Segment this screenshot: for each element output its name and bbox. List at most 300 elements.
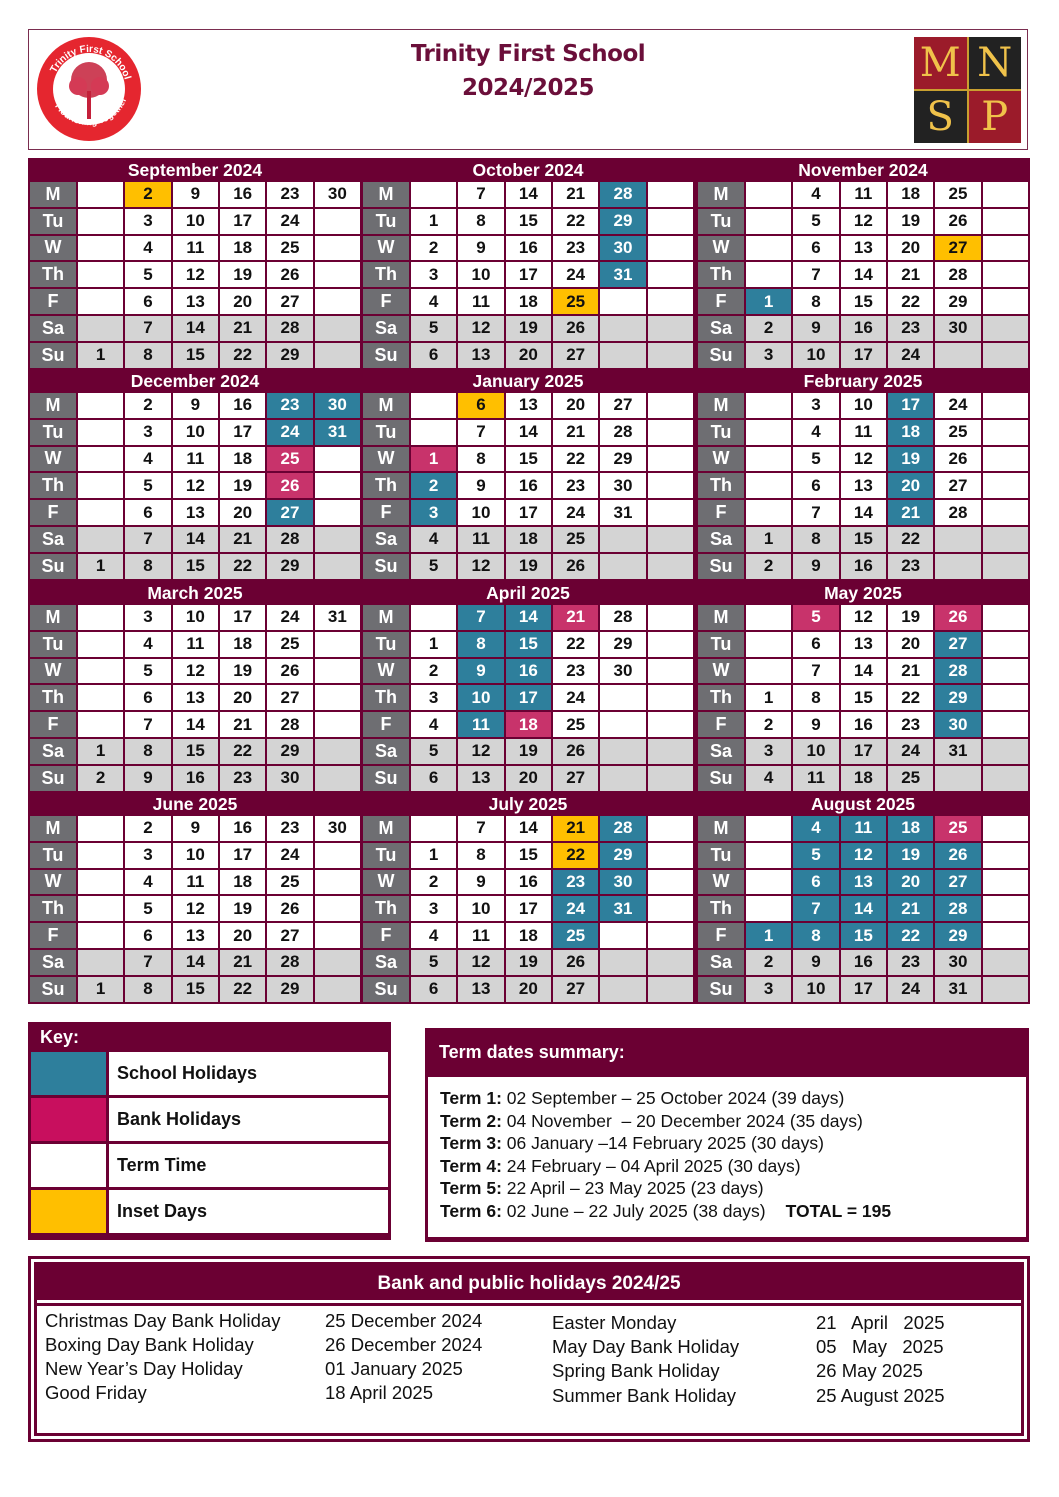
day-cell: 24 xyxy=(888,343,933,368)
day-cell: 30 xyxy=(935,712,980,737)
weekday-label: Tu xyxy=(698,843,744,868)
empty-day-cell xyxy=(78,420,123,445)
weekday-label: Su xyxy=(30,554,76,579)
empty-day-cell xyxy=(315,950,360,975)
empty-day-cell xyxy=(983,393,1028,418)
weekday-label: Sa xyxy=(698,950,744,975)
day-cell: 15 xyxy=(506,447,551,472)
day-cell: 6 xyxy=(125,500,170,525)
weekday-label: F xyxy=(698,500,744,525)
day-cell: 11 xyxy=(841,816,886,841)
empty-day-cell xyxy=(411,182,456,207)
day-cell: 26 xyxy=(935,447,980,472)
month-days-grid xyxy=(28,605,362,793)
empty-day-cell xyxy=(78,236,123,261)
day-cell: 11 xyxy=(841,182,886,207)
day-cell: 17 xyxy=(506,500,551,525)
school-name: Trinity First School xyxy=(410,41,646,67)
weekday-label: W xyxy=(698,447,744,472)
month-january-2025 xyxy=(361,369,695,581)
empty-day-cell xyxy=(600,343,645,368)
day-cell: 12 xyxy=(841,447,886,472)
day-cell: 11 xyxy=(173,870,218,895)
month-days-grid xyxy=(28,393,362,581)
day-cell: 23 xyxy=(267,816,312,841)
day-cell: 27 xyxy=(600,393,645,418)
day-cell: 10 xyxy=(173,843,218,868)
day-cell: 5 xyxy=(411,554,456,579)
day-cell: 15 xyxy=(841,685,886,710)
day-cell: 31 xyxy=(600,262,645,287)
empty-day-cell xyxy=(78,816,123,841)
empty-day-cell xyxy=(78,843,123,868)
day-cell: 25 xyxy=(935,816,980,841)
empty-day-cell xyxy=(746,473,791,498)
weekday-label: F xyxy=(363,712,409,737)
day-cell: 10 xyxy=(793,343,838,368)
weekday-label: Sa xyxy=(30,316,76,341)
empty-day-cell xyxy=(315,685,360,710)
bank-holidays-swatch xyxy=(31,1098,106,1141)
empty-day-cell xyxy=(648,685,693,710)
day-cell: 24 xyxy=(553,500,598,525)
empty-day-cell xyxy=(411,393,456,418)
weekday-label: Th xyxy=(698,262,744,287)
terms-title: Term dates summary: xyxy=(439,1042,625,1062)
weekday-label: Su xyxy=(30,343,76,368)
empty-day-cell xyxy=(78,289,123,314)
day-cell: 19 xyxy=(506,950,551,975)
term-dates: 02 September – 25 October 2024 (39 days) xyxy=(501,1088,845,1108)
weekday-label: M xyxy=(698,393,744,418)
day-cell: 16 xyxy=(173,766,218,791)
term-label: Term 5: xyxy=(440,1178,502,1199)
empty-day-cell xyxy=(983,527,1028,552)
empty-day-cell xyxy=(983,343,1028,368)
day-cell: 13 xyxy=(173,923,218,948)
weekday-label: Sa xyxy=(363,527,409,552)
logo-letter: M xyxy=(914,37,967,89)
empty-day-cell xyxy=(983,685,1028,710)
weekday-label: M xyxy=(363,393,409,418)
empty-day-cell xyxy=(78,527,123,552)
day-cell: 4 xyxy=(793,816,838,841)
day-cell: 12 xyxy=(173,473,218,498)
day-cell: 4 xyxy=(411,712,456,737)
day-cell: 4 xyxy=(793,420,838,445)
weekday-label: Sa xyxy=(698,316,744,341)
empty-day-cell xyxy=(983,816,1028,841)
day-cell: 22 xyxy=(553,209,598,234)
day-cell: 26 xyxy=(935,605,980,630)
day-cell: 16 xyxy=(506,659,551,684)
day-cell: 22 xyxy=(220,554,265,579)
day-cell: 14 xyxy=(841,500,886,525)
day-cell: 12 xyxy=(458,950,503,975)
day-cell: 10 xyxy=(793,739,838,764)
day-cell: 5 xyxy=(793,605,838,630)
day-cell: 10 xyxy=(841,393,886,418)
empty-day-cell xyxy=(983,977,1028,1002)
day-cell: 19 xyxy=(220,896,265,921)
empty-day-cell xyxy=(983,420,1028,445)
holiday-name: New Year’s Day Holiday xyxy=(45,1358,243,1379)
month-title: October 2024 xyxy=(472,160,584,180)
weekday-label: Sa xyxy=(30,739,76,764)
empty-day-cell xyxy=(411,420,456,445)
day-cell: 7 xyxy=(793,659,838,684)
day-cell: 31 xyxy=(935,739,980,764)
empty-day-cell xyxy=(746,896,791,921)
day-cell: 8 xyxy=(458,447,503,472)
empty-day-cell xyxy=(600,316,645,341)
day-cell: 18 xyxy=(888,816,933,841)
day-cell: 23 xyxy=(888,712,933,737)
weekday-label: W xyxy=(363,659,409,684)
day-cell: 15 xyxy=(506,209,551,234)
term-dates: 24 February – 04 April 2025 (30 days) xyxy=(501,1155,801,1176)
day-cell: 21 xyxy=(553,182,598,207)
day-cell: 24 xyxy=(267,420,312,445)
holiday-date: 01 January 2025 xyxy=(325,1358,463,1379)
month-april-2025 xyxy=(361,581,695,793)
empty-day-cell xyxy=(983,923,1028,948)
empty-day-cell xyxy=(648,605,693,630)
day-cell: 27 xyxy=(935,632,980,657)
day-cell: 24 xyxy=(553,685,598,710)
weekday-label: Th xyxy=(30,685,76,710)
day-cell: 25 xyxy=(553,712,598,737)
empty-day-cell xyxy=(935,343,980,368)
empty-day-cell xyxy=(648,182,693,207)
holiday-name: May Day Bank Holiday xyxy=(552,1336,740,1357)
term-dates-summary xyxy=(425,1028,1029,1242)
holiday-date: 26 May 2025 xyxy=(816,1360,923,1381)
day-cell: 8 xyxy=(458,843,503,868)
day-cell: 6 xyxy=(125,685,170,710)
empty-day-cell xyxy=(648,896,693,921)
day-cell: 27 xyxy=(553,343,598,368)
empty-day-cell xyxy=(746,182,791,207)
day-cell: 21 xyxy=(220,527,265,552)
day-cell: 10 xyxy=(793,977,838,1002)
day-cell: 18 xyxy=(220,447,265,472)
weekday-label: Tu xyxy=(363,632,409,657)
day-cell: 17 xyxy=(841,739,886,764)
day-cell: 14 xyxy=(506,605,551,630)
day-cell: 29 xyxy=(600,447,645,472)
day-cell: 31 xyxy=(315,605,360,630)
empty-day-cell xyxy=(78,209,123,234)
key-item-term-time xyxy=(31,1144,388,1187)
empty-day-cell xyxy=(78,712,123,737)
empty-day-cell xyxy=(648,923,693,948)
day-cell: 24 xyxy=(267,605,312,630)
month-title: July 2025 xyxy=(488,794,568,814)
day-cell: 16 xyxy=(506,473,551,498)
bank-holidays-inner xyxy=(34,1262,1024,1436)
empty-day-cell xyxy=(983,896,1028,921)
day-cell: 25 xyxy=(553,923,598,948)
day-cell: 4 xyxy=(125,870,170,895)
day-cell: 1 xyxy=(78,343,123,368)
day-cell: 1 xyxy=(78,554,123,579)
empty-day-cell xyxy=(315,712,360,737)
day-cell: 3 xyxy=(793,393,838,418)
month-title: April 2025 xyxy=(486,583,570,603)
logo-letter: S xyxy=(914,91,967,143)
empty-day-cell xyxy=(315,500,360,525)
empty-day-cell xyxy=(315,473,360,498)
day-cell: 14 xyxy=(173,712,218,737)
empty-day-cell xyxy=(983,766,1028,791)
day-cell: 5 xyxy=(411,316,456,341)
day-cell: 23 xyxy=(553,236,598,261)
day-cell: 2 xyxy=(125,816,170,841)
day-cell: 22 xyxy=(553,843,598,868)
weekday-label: Su xyxy=(363,766,409,791)
day-cell: 11 xyxy=(793,766,838,791)
day-cell: 8 xyxy=(793,289,838,314)
day-cell: 20 xyxy=(888,870,933,895)
weekday-label: W xyxy=(698,236,744,261)
weekday-label: Tu xyxy=(30,420,76,445)
weekday-label: F xyxy=(363,500,409,525)
day-cell: 8 xyxy=(125,739,170,764)
weekday-label: Th xyxy=(698,896,744,921)
day-cell: 23 xyxy=(553,659,598,684)
day-cell: 9 xyxy=(458,236,503,261)
day-cell: 14 xyxy=(506,816,551,841)
empty-day-cell xyxy=(600,923,645,948)
day-cell: 4 xyxy=(411,289,456,314)
day-cell: 12 xyxy=(458,554,503,579)
empty-day-cell xyxy=(315,527,360,552)
empty-day-cell xyxy=(983,605,1028,630)
day-cell: 21 xyxy=(220,316,265,341)
day-cell: 26 xyxy=(553,554,598,579)
day-cell: 21 xyxy=(553,605,598,630)
weekday-label: Tu xyxy=(30,632,76,657)
day-cell: 18 xyxy=(888,182,933,207)
holiday-date: 05 May 2025 xyxy=(816,1336,944,1357)
day-cell: 14 xyxy=(173,950,218,975)
day-cell: 16 xyxy=(506,870,551,895)
term-line xyxy=(440,1110,1026,1133)
day-cell: 29 xyxy=(267,977,312,1002)
day-cell: 26 xyxy=(267,896,312,921)
day-cell: 5 xyxy=(793,209,838,234)
day-cell: 7 xyxy=(458,605,503,630)
day-cell: 24 xyxy=(553,896,598,921)
weekday-label: F xyxy=(363,923,409,948)
day-cell: 19 xyxy=(888,447,933,472)
day-cell: 5 xyxy=(793,447,838,472)
empty-day-cell xyxy=(983,209,1028,234)
term-dates: 02 June – 22 July 2025 (38 days) xyxy=(501,1200,766,1221)
empty-day-cell xyxy=(648,447,693,472)
weekday-label: Sa xyxy=(698,739,744,764)
day-cell: 17 xyxy=(220,843,265,868)
day-cell: 26 xyxy=(935,209,980,234)
day-cell: 12 xyxy=(173,659,218,684)
day-cell: 27 xyxy=(267,685,312,710)
day-cell: 30 xyxy=(315,393,360,418)
day-cell: 2 xyxy=(125,393,170,418)
day-cell: 6 xyxy=(793,870,838,895)
day-cell: 4 xyxy=(125,447,170,472)
empty-day-cell xyxy=(648,527,693,552)
day-cell: 4 xyxy=(125,236,170,261)
day-cell: 15 xyxy=(841,923,886,948)
day-cell: 1 xyxy=(746,527,791,552)
day-cell: 10 xyxy=(458,896,503,921)
day-cell: 30 xyxy=(267,766,312,791)
day-cell: 2 xyxy=(411,236,456,261)
day-cell: 11 xyxy=(458,712,503,737)
day-cell: 25 xyxy=(553,289,598,314)
day-cell: 18 xyxy=(841,766,886,791)
day-cell: 31 xyxy=(935,977,980,1002)
day-cell: 9 xyxy=(793,316,838,341)
key-label: School Holidays xyxy=(109,1052,388,1095)
day-cell: 2 xyxy=(78,766,123,791)
empty-day-cell xyxy=(315,447,360,472)
day-cell: 3 xyxy=(746,977,791,1002)
empty-day-cell xyxy=(78,659,123,684)
day-cell: 16 xyxy=(506,236,551,261)
day-cell: 30 xyxy=(600,473,645,498)
header xyxy=(28,29,1028,150)
day-cell: 21 xyxy=(888,262,933,287)
day-cell: 8 xyxy=(458,209,503,234)
empty-day-cell xyxy=(315,896,360,921)
day-cell: 14 xyxy=(841,659,886,684)
weekday-label: W xyxy=(363,236,409,261)
empty-day-cell xyxy=(315,870,360,895)
weekday-label: W xyxy=(30,659,76,684)
empty-day-cell xyxy=(983,554,1028,579)
empty-day-cell xyxy=(935,527,980,552)
month-title: June 2025 xyxy=(152,794,238,814)
empty-day-cell xyxy=(983,316,1028,341)
day-cell: 19 xyxy=(888,605,933,630)
month-days-grid xyxy=(361,182,695,370)
empty-day-cell xyxy=(983,289,1028,314)
day-cell: 6 xyxy=(411,343,456,368)
day-cell: 24 xyxy=(267,209,312,234)
day-cell: 10 xyxy=(173,209,218,234)
day-cell: 17 xyxy=(220,605,265,630)
day-cell: 8 xyxy=(125,554,170,579)
empty-day-cell xyxy=(600,739,645,764)
day-cell: 16 xyxy=(841,316,886,341)
day-cell: 8 xyxy=(793,685,838,710)
empty-day-cell xyxy=(648,739,693,764)
day-cell: 4 xyxy=(793,182,838,207)
day-cell: 13 xyxy=(506,393,551,418)
day-cell: 18 xyxy=(506,712,551,737)
empty-day-cell xyxy=(78,923,123,948)
day-cell: 23 xyxy=(553,473,598,498)
day-cell: 29 xyxy=(935,685,980,710)
weekday-label: M xyxy=(363,182,409,207)
day-cell: 28 xyxy=(935,262,980,287)
day-cell: 2 xyxy=(411,870,456,895)
day-cell: 11 xyxy=(458,923,503,948)
holiday-date: 26 December 2024 xyxy=(325,1334,483,1355)
empty-day-cell xyxy=(600,712,645,737)
empty-day-cell xyxy=(648,420,693,445)
month-title: May 2025 xyxy=(824,583,902,603)
day-cell: 16 xyxy=(841,712,886,737)
month-june-2025 xyxy=(28,792,362,1004)
day-cell: 30 xyxy=(935,950,980,975)
day-cell: 10 xyxy=(173,420,218,445)
month-title: March 2025 xyxy=(147,583,243,603)
day-cell: 7 xyxy=(458,420,503,445)
holiday-name: Summer Bank Holiday xyxy=(552,1385,737,1406)
day-cell: 8 xyxy=(458,632,503,657)
empty-day-cell xyxy=(746,632,791,657)
term-line xyxy=(440,1132,1026,1155)
empty-day-cell xyxy=(78,870,123,895)
day-cell: 11 xyxy=(173,632,218,657)
holiday-date: 18 April 2025 xyxy=(325,1382,434,1403)
weekday-label: M xyxy=(363,816,409,841)
empty-day-cell xyxy=(78,182,123,207)
day-cell: 20 xyxy=(888,236,933,261)
empty-day-cell xyxy=(746,500,791,525)
empty-day-cell xyxy=(78,447,123,472)
day-cell: 17 xyxy=(220,420,265,445)
weekday-label: Tu xyxy=(363,843,409,868)
weekday-label: Su xyxy=(363,343,409,368)
weekday-label: Th xyxy=(698,685,744,710)
day-cell: 17 xyxy=(506,896,551,921)
day-cell: 9 xyxy=(458,870,503,895)
day-cell: 14 xyxy=(173,527,218,552)
day-cell: 15 xyxy=(506,843,551,868)
day-cell: 4 xyxy=(411,527,456,552)
weekday-label: W xyxy=(363,870,409,895)
day-cell: 7 xyxy=(793,896,838,921)
day-cell: 28 xyxy=(935,896,980,921)
inset-days-swatch xyxy=(31,1190,106,1233)
day-cell: 25 xyxy=(553,527,598,552)
day-cell: 5 xyxy=(411,950,456,975)
month-title: December 2024 xyxy=(130,371,260,391)
weekday-label: Tu xyxy=(698,420,744,445)
empty-day-cell xyxy=(411,605,456,630)
day-cell: 6 xyxy=(411,766,456,791)
day-cell: 1 xyxy=(411,447,456,472)
weekday-label: Sa xyxy=(363,316,409,341)
day-cell: 2 xyxy=(125,182,170,207)
month-august-2025 xyxy=(696,792,1030,1004)
month-title: January 2025 xyxy=(472,371,584,391)
day-cell: 27 xyxy=(553,977,598,1002)
day-cell: 20 xyxy=(220,685,265,710)
day-cell: 1 xyxy=(411,209,456,234)
day-cell: 28 xyxy=(267,712,312,737)
weekday-label: M xyxy=(30,393,76,418)
weekday-label: F xyxy=(30,923,76,948)
day-cell: 20 xyxy=(506,766,551,791)
day-cell: 19 xyxy=(506,554,551,579)
day-cell: 7 xyxy=(125,527,170,552)
empty-day-cell xyxy=(935,766,980,791)
